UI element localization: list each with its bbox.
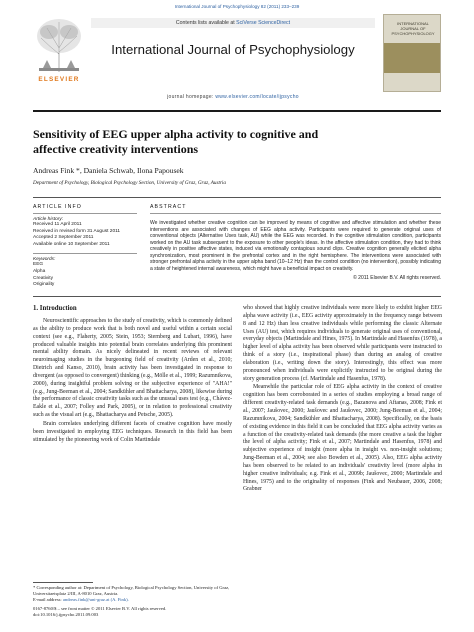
affiliation: Department of Psychology, Biological Psychology Section, University of Graz, Graz, Austria xyxy=(33,180,226,186)
body-paragraph: Neuroscientific approaches to the study of creativity, which is commonly defined as the ability to produce work that is both novel and useful within a certain social context (see e.g., Flaherty, 2005; Stein, 1953; Sternberg and Lubart, 1996), have produced valuable insights into potential brain correlates underlying this prominent mental ability domain. As nicely delineated in recent reviews of relevant neuroimaging studies in the burgeoning field of creativity (Arden et al., 2010; Dietrich and Kanso, 2010), brain activity has been investigated in response to divergent (as opposed to convergent) thinking (e.g., Mölle et al., 1999; Razumnikova, 2000), during insightful problem solving or the subjective experience of "AHA!" (e.g., Jung-Beeman et al., 2004; Sandkühler and Bhattacharya, 2008), likewise during the performance of classic creativity tasks such as the unusual uses test (e.g., Chávez-Eakle et al., 2007; Folley and Park, 2005), or in relation to professional creativity such as the visual art (e.g., Bhattacharya and Petsche, 2005). xyxy=(33,318,232,419)
sciencedirect-link[interactable]: SciVerse ScienceDirect xyxy=(236,20,291,26)
journal-cover-thumbnail xyxy=(383,14,441,92)
tree-icon xyxy=(33,14,85,76)
journal-title: International Journal of Psychophysiology xyxy=(111,42,355,57)
contents-availability xyxy=(91,18,375,28)
journal-header xyxy=(33,14,441,106)
history-item: Accepted 2 September 2011 xyxy=(33,235,94,241)
abstract-text: We investigated whether creative cognition can be improved by means of cognitive and affective stimulation and whether these interventions are associated with changes of EEG alpha activity. Participants were required to generate original uses of conventional objects (Alternative Uses task, AU) while the EEG was recorded. In the cognitive stimulation condition, participants worked on the AU task subsequent to the exposure to other people's ideas. In the affective stimulation condition, they had to think creatively in positive affective states, induced via emotionally contagious sound clips. Creative cognition generally elicited alpha synchronization, most prominent in the prefrontal cortex and in the right hemisphere. The interventions were associated with stronger prefrontal alpha activity in the upper alpha band (10–12 Hz) than the control condition (no intervention), possibly indicating a state of heightened internal awareness, which might have a beneficial impact on creativity. xyxy=(150,220,441,272)
keyword-item: EEG xyxy=(33,262,44,268)
history-item: Received in revised form 31 August 2011 xyxy=(33,228,121,234)
contents-prefix: Contents lists available at xyxy=(175,20,235,26)
abstract-panel xyxy=(150,204,441,281)
body-paragraph: who showed that highly creative individuals were more likely to exhibit higher EEG alpha wave activity (i.e., EEG activity approximately in the frequency range between 8 and 12 Hz) than less creative individuals while performing the classic Alternate Uses (AU) test, which requires individuals to generate original uses of conventional, everyday objects (Martindale and Hines, 1975). In Martindale and Hasenfus (1978), a higher level of alpha activity has been observed while participants were instructed to think of a story (i.e., inspirational phase) than during an analog of creative elaboration (i.e., writing down the story). Interestingly, this effect was more pronounced when individuals were explicitly instructed to be original during the story generation process (cf. Martindale and Hasenfus, 1978). xyxy=(243,305,442,382)
homepage-link[interactable]: www.elsevier.com/locate/ijpsycho xyxy=(215,94,299,100)
page-footer xyxy=(33,606,283,618)
copyright-notice: © 2011 Elsevier B.V. All rights reserved. xyxy=(353,275,441,282)
article-title xyxy=(33,127,441,157)
footnote xyxy=(33,585,232,602)
history-label: Article history: xyxy=(33,217,64,222)
doi-line: doi:10.1016/j.ijpsycho.2011.09.003 xyxy=(33,611,99,617)
history-item: Received 11 April 2011 xyxy=(33,222,82,227)
cover-stripe xyxy=(384,43,440,73)
abstract-divider xyxy=(33,296,441,297)
email-line xyxy=(33,597,232,603)
journal-citation: International Journal of Psychophysiology 82 (2011) 233–239 xyxy=(174,4,300,9)
issn-line: 0167-8760/$ – see front matter © 2011 Elsevier B.V. All rights reserved. xyxy=(33,606,167,611)
article-title-line-2: affective creativity interventions xyxy=(33,142,199,156)
homepage-prefix: journal homepage: xyxy=(167,94,214,100)
abstract-heading: ABSTRACT xyxy=(150,204,187,210)
corresponding-author-note: * Corresponding author at: Department of Psychology, Biological Psychology Section, University of Graz, Universitaetsplatz 2/III, A-8010 Graz, Austria. xyxy=(33,585,230,596)
body-paragraph: Meanwhile the particular role of EEG alpha activity in the context of creative cognition has been corroborated in a series of studies employing a broad range of different creativity-related task demands (e.g., Bazanova and Aftanas, 2008; Fink et al., 2007; Jaušovec, 2000; Jaušovec and Jaušovec, 2000; Jung-Beeman et al., 2004; Razumnikova, 2004; Sandkühler and Bhattacharya, 2008). Specifically, on the basis of existing evidence in this field it can be concluded that EEG alpha activity varies as a function of the creativity-related task demands (the more creative a task the higher the level of alpha activity; Fink et al., 2007; Martindale and Hasenfus, 1978) and subjective experience of insight (more alpha in insight vs. non-insight solutions; Jung-Beeman et al., 2004; see also Bowden et al., 2005). Also, EEG alpha activity has been observed to be related to an individuals' creativity level (more alpha in higher creative individuals; e.g. Fink et al., 2009b; Jaušovec, 2000; Martindale and Hines, 1975) and to the originality of responses (Fink and Neubauer, 2006, 2008; Grabner xyxy=(243,384,442,493)
history-item: Available online 10 September 2011 xyxy=(33,241,110,247)
publisher-name: ELSEVIER xyxy=(38,76,80,83)
journal-homepage xyxy=(91,94,375,100)
header-divider xyxy=(33,110,441,112)
body-column-right xyxy=(243,305,442,495)
cover-title: INTERNATIONAL JOURNAL OF PSYCHOPHYSIOLOGY xyxy=(391,21,435,36)
email-link[interactable]: andreas.fink@uni-graz.at (A. Fink). xyxy=(62,596,129,602)
keyword-item: Alpha xyxy=(33,268,46,274)
abstract-rule xyxy=(150,213,441,214)
article-info-panel xyxy=(33,204,137,289)
article-info-rule xyxy=(33,213,137,214)
article-title-line-1: Sensitivity of EEG upper alpha activity to cognitive and xyxy=(33,127,319,141)
section-heading: 1. Introduction xyxy=(33,305,77,312)
keywords-label: Keywords: xyxy=(33,257,56,263)
publisher-logo xyxy=(33,14,85,84)
keyword-item: Originality xyxy=(33,282,55,288)
keyword-item: Creativity xyxy=(33,275,53,281)
body-column-left xyxy=(33,305,232,446)
footnote-divider xyxy=(33,582,93,583)
email-label: E-mail address: xyxy=(33,596,62,602)
journal-title-block xyxy=(91,14,375,106)
keywords-rule xyxy=(33,253,137,254)
article-info-heading: ARTICLE INFO xyxy=(33,204,82,210)
author-list: Andreas Fink *, Daniela Schwab, Ilona Papousek xyxy=(33,166,184,175)
title-divider xyxy=(33,197,441,198)
body-paragraph: Brain correlates underlying different facets of creative cognition have mostly been investigated in employing EEG techniques. Research in this field has been stimulated by the pioneering work of Colin Martindale xyxy=(33,420,232,443)
